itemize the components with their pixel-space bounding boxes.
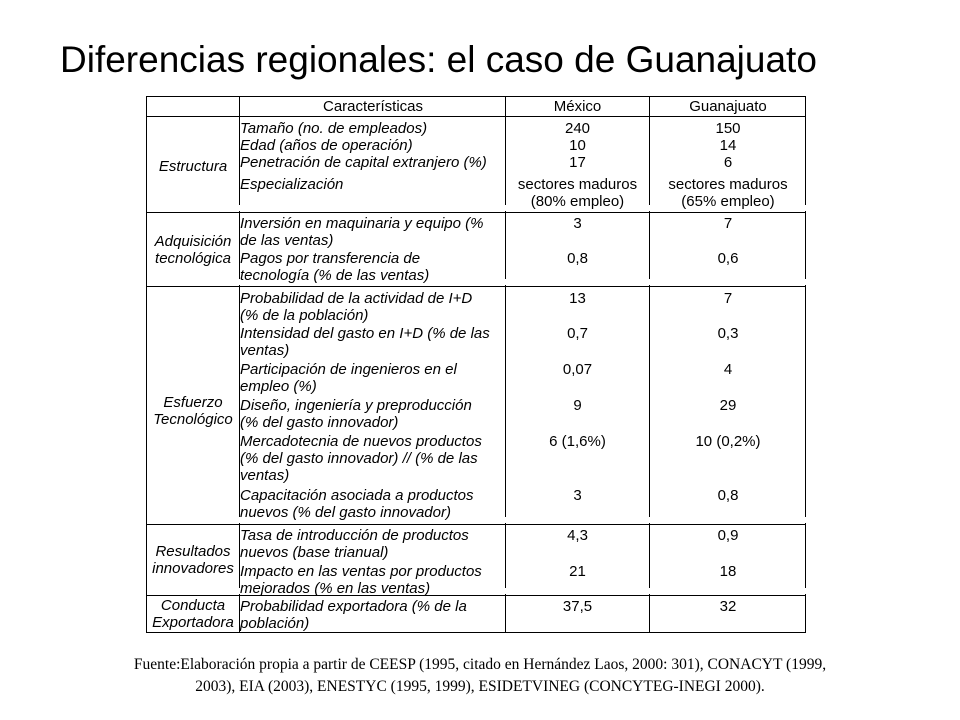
guanajuato-value: 6 — [723, 154, 733, 171]
section-name: Resultados — [155, 543, 231, 560]
row-label: Tamaño (no. de empleados) — [240, 120, 428, 137]
row-label: Participación de ingenieros en el — [240, 361, 457, 378]
mexico-value: 37,5 — [562, 598, 593, 615]
source-line: 2003), EIA (2003), ENESTYC (1995, 1999), ESIDETVINEG (CONCYTEG-INEGI 2000). — [195, 678, 765, 695]
row-label: tecnología (% de las ventas) — [240, 267, 430, 284]
mexico-value: 0,8 — [567, 250, 588, 267]
mexico-value: 0,7 — [567, 325, 588, 342]
mexico-value: 0,07 — [562, 361, 593, 378]
row-label: Penetración de capital extranjero (%) — [240, 154, 487, 171]
guanajuato-value: 150 — [715, 120, 741, 137]
source-note — [40, 654, 920, 698]
row-divider — [147, 524, 805, 525]
mexico-value: 21 — [569, 563, 586, 580]
mexico-value: 4,3 — [567, 527, 588, 544]
row-label: de las ventas) — [240, 232, 334, 249]
section-name: Estructura — [158, 158, 228, 175]
section-name: innovadores — [152, 560, 234, 577]
section-name: Conducta — [160, 597, 226, 614]
row-label: población) — [240, 615, 310, 632]
guanajuato-value: 7 — [723, 215, 733, 232]
section-name: Adquisición — [154, 233, 232, 250]
row-label: ventas) — [240, 467, 290, 484]
mexico-value: 9 — [573, 397, 582, 414]
section-name: Tecnológico — [153, 411, 233, 428]
row-label: Probabilidad exportadora (% de la — [240, 598, 467, 615]
row-label: Impacto en las ventas por productos — [240, 563, 482, 580]
row-label: Especialización — [240, 176, 344, 193]
guanajuato-value: 0,6 — [717, 250, 739, 267]
mexico-value: 6 (1,6%) — [549, 433, 606, 450]
row-label: (% del gasto innovador) — [240, 414, 399, 431]
row-divider — [147, 212, 805, 213]
guanajuato-value: 29 — [719, 397, 737, 414]
section-name: Exportadora — [152, 614, 234, 631]
guanajuato-value: 10 (0,2%) — [695, 433, 761, 450]
mexico-value: 10 — [569, 137, 586, 154]
guanajuato-value: (65% empleo) — [681, 193, 775, 210]
guanajuato-value: 0,3 — [717, 325, 739, 342]
guanajuato-value: 14 — [719, 137, 737, 154]
guanajuato-value: sectores maduros — [668, 176, 788, 193]
row-label: (% del gasto innovador) // (% de las — [240, 450, 478, 467]
row-label: (% de la población) — [240, 307, 369, 324]
source-line: Fuente:Elaboración propia a partir de CEESP (1995, citado en Hernández Laos, 2000: 301), CONACYT (1999, — [133, 656, 827, 673]
row-label: Pagos por transferencia de — [240, 250, 421, 267]
mexico-value: 3 — [573, 215, 582, 232]
row-label: Edad (años de operación) — [240, 137, 413, 154]
guanajuato-value: 4 — [723, 361, 733, 378]
row-label: nuevos (base trianual) — [240, 544, 389, 561]
mexico-value: 13 — [569, 290, 586, 307]
mexico-value: 240 — [564, 120, 591, 137]
row-divider — [147, 286, 805, 287]
row-label: Inversión en maquinaria y equipo (% — [240, 215, 484, 232]
row-label: Mercadotecnia de nuevos productos — [240, 433, 482, 450]
guanajuato-value: 0,9 — [717, 527, 739, 544]
mexico-value: sectores maduros — [517, 176, 638, 193]
comparison-table — [146, 96, 806, 633]
guanajuato-value: 32 — [719, 598, 737, 615]
row-label: Diseño, ingeniería y preproducción — [240, 397, 472, 414]
guanajuato-value: 0,8 — [717, 487, 739, 504]
header-mexico: México — [553, 98, 602, 115]
mexico-value: 17 — [569, 154, 586, 171]
row-label: ventas) — [240, 342, 290, 359]
row-label: Intensidad del gasto en I+D (% de las — [240, 325, 490, 342]
slide-title: Diferencias regionales: el caso de Guanajuato — [60, 39, 817, 80]
row-label: nuevos (% del gasto innovador) — [240, 504, 451, 521]
row-label: Capacitación asociada a productos — [240, 487, 474, 504]
guanajuato-value: 18 — [719, 563, 737, 580]
row-label: Tasa de introducción de productos — [240, 527, 469, 544]
header-characteristics: Características — [322, 98, 424, 115]
header-guanajuato: Guanajuato — [689, 98, 767, 115]
section-name: tecnológica — [155, 250, 231, 267]
mexico-value: 3 — [573, 487, 582, 504]
row-label: empleo (%) — [240, 378, 317, 395]
row-divider — [147, 116, 805, 117]
row-label: Probabilidad de la actividad de I+D — [240, 290, 473, 307]
mexico-value: (80% empleo) — [530, 193, 625, 210]
row-label: mejorados (% en las ventas) — [240, 580, 431, 597]
section-name: Esfuerzo — [163, 394, 223, 411]
guanajuato-value: 7 — [723, 290, 733, 307]
